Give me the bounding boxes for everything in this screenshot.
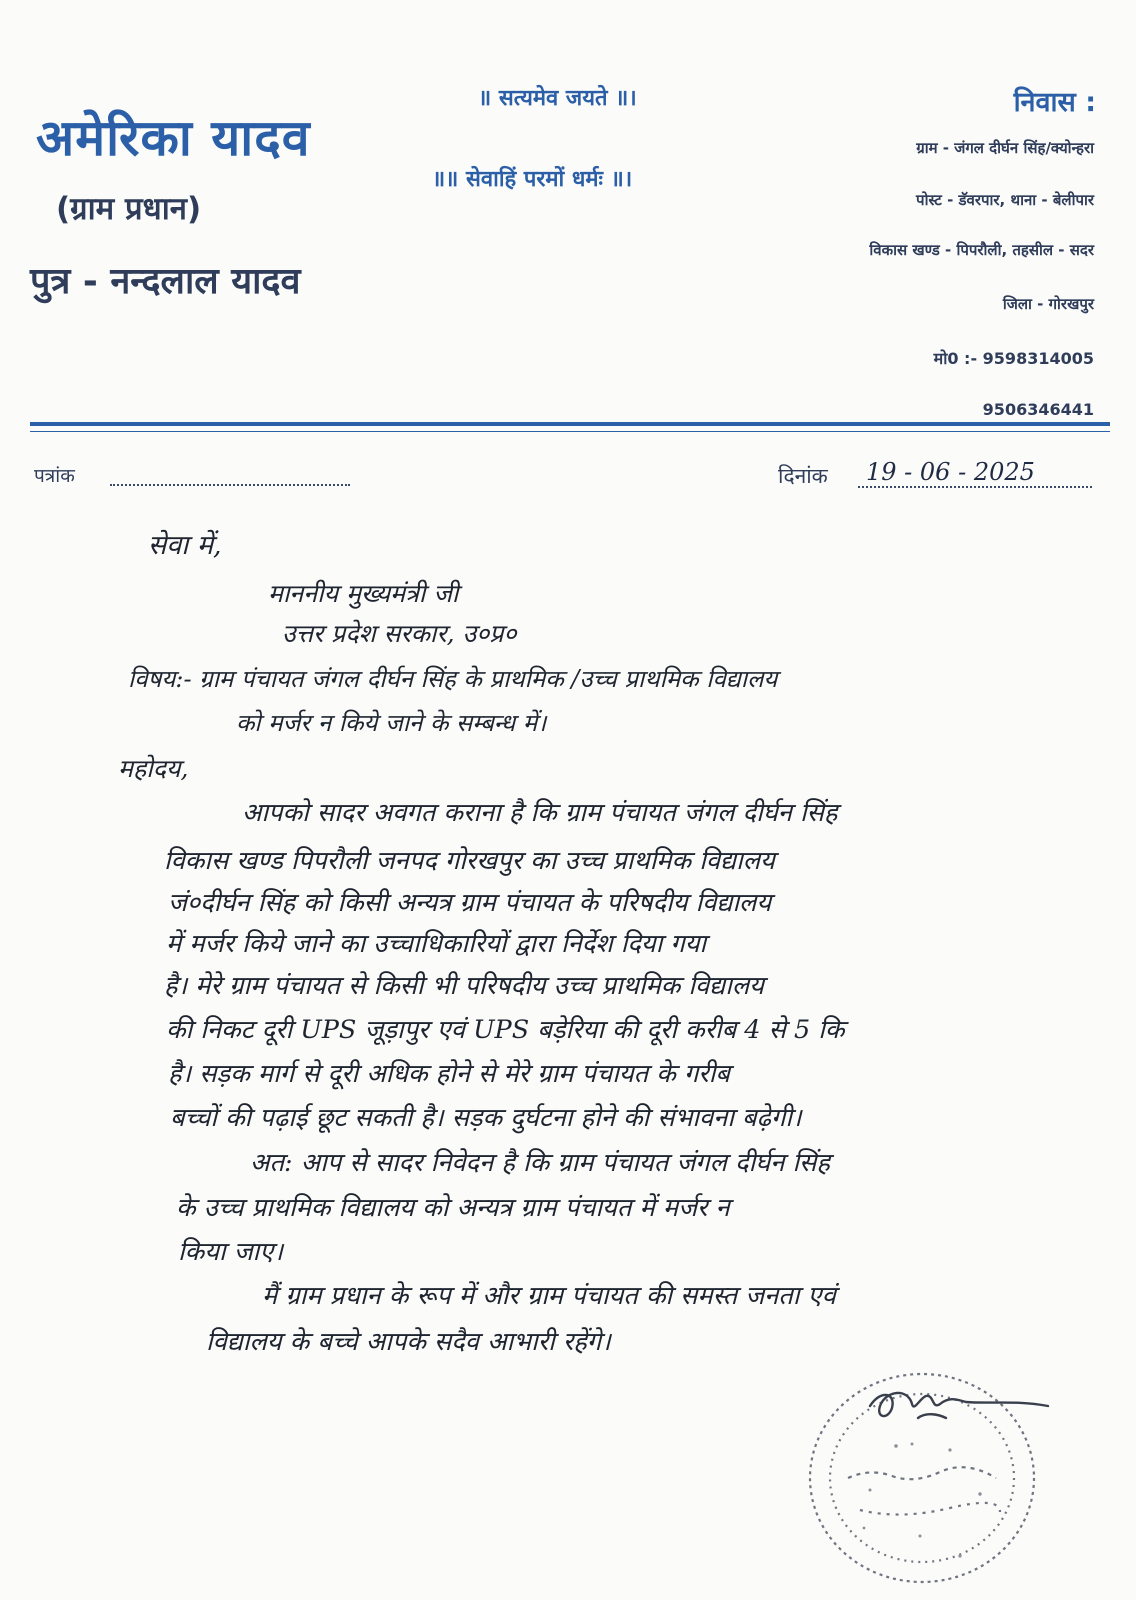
body-line: जं०दीर्घन सिंह को किसी अन्यत्र ग्राम पंचायत के परिषदीय विद्यालय: [168, 888, 772, 918]
body-line: है। सड़क मार्ग से दूरी अधिक होने से मेरे ग्राम पंचायत के गरीब: [168, 1059, 730, 1089]
body-line: के उच्च प्राथमिक विद्यालय को अन्यत्र ग्राम पंचायत में मर्जर न: [176, 1193, 730, 1223]
body-line: किया जाए।: [178, 1237, 283, 1267]
sender-father-name: पुत्र - नन्दलाल यादव: [30, 261, 301, 302]
letterhead-divider-thick: [30, 422, 1110, 426]
body-line: मैं ग्राम प्रधान के रूप में और ग्राम पंचायत की समस्त जनता एवं: [262, 1281, 836, 1311]
body-line: आपको सादर अवगत कराना है कि ग्राम पंचायत जंगल दीर्घन सिंह: [242, 798, 838, 828]
phone-number-1: मो0 :- 9598314005: [933, 349, 1094, 368]
address-heading: निवास :: [1013, 87, 1096, 118]
body-line: है। मेरे ग्राम पंचायत से किसी भी परिषदीय उच्च प्राथमिक विद्यालय: [164, 971, 764, 1001]
motto-seva-dharma: ॥॥ सेवाहिं परमों धर्मः ॥।: [432, 167, 633, 192]
address-line-district: जिला - गोरखपुर: [1002, 295, 1094, 313]
date-label: दिनांक: [778, 464, 828, 488]
address-line-village: ग्राम - जंगल दीर्घन सिंह/क्योन्हरा: [916, 139, 1094, 157]
body-line: विद्यालय के बच्चे आपके सदैव आभारी रहेंगे।: [206, 1327, 611, 1357]
body-line: अत: आप से सादर निवेदन है कि ग्राम पंचायत जंगल दीर्घन सिंह: [250, 1148, 830, 1178]
address-term: महोदय,: [118, 754, 189, 783]
motto-satyamev-jayate: ॥ सत्यमेव जयते ॥।: [478, 86, 637, 111]
letterhead-divider-thin: [30, 431, 1110, 432]
subject-line-2: को मर्जर न किये जाने के सम्बन्ध में।: [236, 709, 547, 737]
recipient-line-2: उत्तर प्रदेश सरकार, उ०प्र०: [282, 619, 517, 648]
body-line: बच्चों की पढ़ाई छूट सकती है। सड़क दुर्घटना होने की संभावना बढ़ेगी।: [170, 1103, 802, 1133]
sender-name: अमेरिका यादव: [36, 109, 311, 167]
phone-number-2: 9506346441: [982, 400, 1094, 419]
subject-line-1: विषय:- ग्राम पंचायत जंगल दीर्घन सिंह के प्राथमिक /उच्च प्राथमिक विद्यालय: [128, 665, 778, 693]
sender-designation: (ग्राम प्रधान): [56, 191, 202, 227]
address-line-block: विकास खण्ड - पिपरौली, तहसील - सदर: [869, 241, 1094, 259]
reference-number-label: पत्रांक: [34, 465, 75, 487]
signature-icon: [870, 1393, 1048, 1418]
date-value: 19 - 06 - 2025: [866, 458, 1035, 486]
date-blank-line: [858, 486, 1092, 488]
body-line: में मर्जर किये जाने का उच्चाधिकारियों द्वारा निर्देश दिया गया: [166, 929, 707, 959]
body-line: की निकट दूरी UPS जूड़ापुर एवं UPS बड़ेरिया की दूरी करीब 4 से 5 कि: [166, 1015, 845, 1045]
body-line: विकास खण्ड पिपरौली जनपद गोरखपुर का उच्च प्राथमिक विद्यालय: [164, 846, 775, 876]
seal-icon: [800, 1360, 1060, 1590]
address-line-post: पोस्ट - डॅवरपार, थाना - बेलीपार: [916, 191, 1094, 209]
reference-number-blank: [110, 484, 350, 486]
recipient-line-1: माननीय मुख्यमंत्री जी: [268, 579, 459, 608]
salutation: सेवा में,: [148, 530, 222, 561]
